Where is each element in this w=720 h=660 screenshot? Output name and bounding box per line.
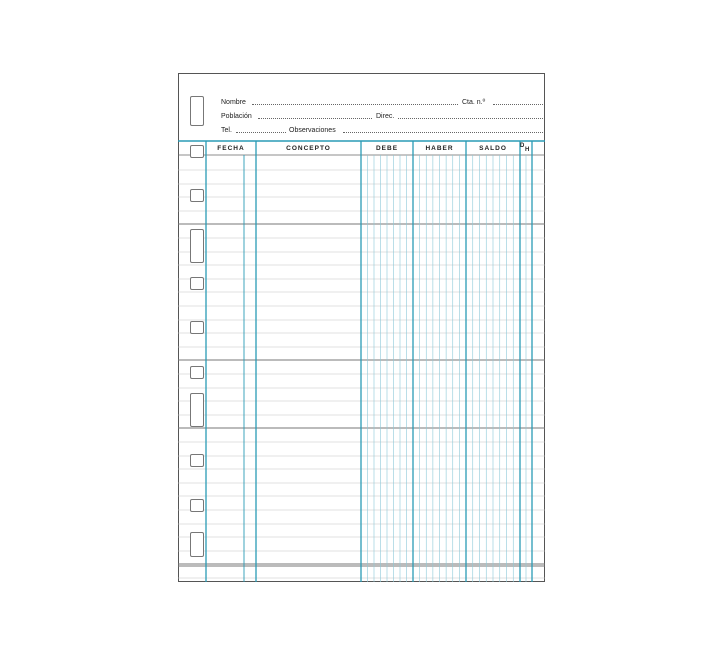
binder-hole	[190, 454, 204, 467]
binder-hole	[190, 145, 204, 158]
concepto-header: CONCEPTO	[286, 145, 331, 152]
direc-field[interactable]	[398, 118, 543, 119]
binder-hole-tall	[190, 532, 204, 557]
binder-hole-tall	[190, 229, 204, 263]
tel-field[interactable]	[236, 132, 286, 133]
binder-hole-tall	[190, 96, 204, 126]
nombre-field[interactable]	[252, 104, 458, 105]
binder-hole	[190, 189, 204, 202]
cta-field[interactable]	[493, 104, 543, 105]
dh-bottom: H	[525, 147, 530, 153]
direc-label: Direc.	[376, 113, 395, 120]
cta-label: Cta. n.º	[462, 99, 486, 106]
saldo-header: SALDO	[479, 145, 507, 152]
dh-top: D	[520, 143, 525, 149]
binder-hole	[190, 277, 204, 290]
observaciones-field[interactable]	[343, 132, 543, 133]
binder-hole	[190, 321, 204, 334]
dh-header	[520, 143, 532, 155]
poblacion-label: Población	[221, 113, 252, 120]
poblacion-field[interactable]	[258, 118, 372, 119]
binder-hole	[190, 366, 204, 379]
observaciones-label: Observaciones	[289, 127, 336, 134]
nombre-label: Nombre	[221, 99, 246, 106]
binder-hole-tall	[190, 393, 204, 427]
debe-header: DEBE	[375, 145, 399, 152]
haber-header: HABER	[425, 145, 454, 152]
fecha-header: FECHA	[217, 145, 245, 152]
tel-label: Tel.	[221, 127, 232, 134]
binder-hole	[190, 499, 204, 512]
